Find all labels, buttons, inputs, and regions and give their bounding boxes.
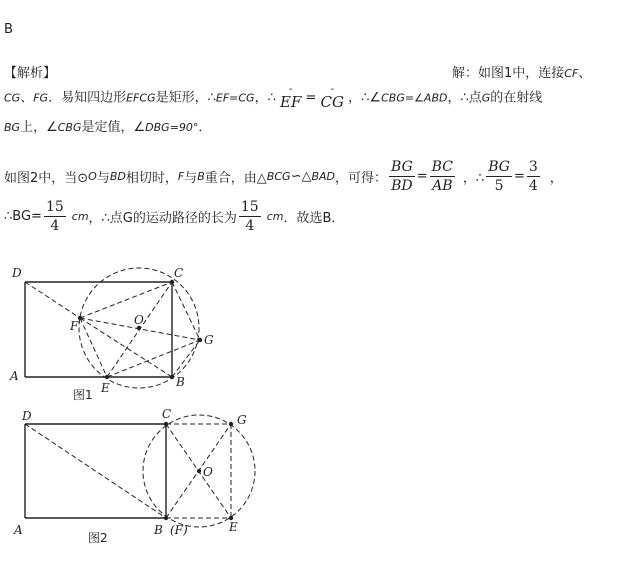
- label-c: C: [174, 266, 184, 280]
- seg-text: 与: [184, 171, 198, 186]
- numerator: BG: [391, 159, 413, 175]
- numerator: 3: [528, 159, 538, 175]
- point-c: [164, 422, 168, 426]
- seg-text: ，∴: [254, 90, 276, 106]
- point-c: [170, 280, 174, 284]
- unit-cm: cm: [71, 210, 89, 223]
- point-e: [105, 375, 109, 379]
- label-a: A: [14, 523, 23, 537]
- denominator: 4: [528, 178, 538, 194]
- analysis-line5: [4, 198, 344, 235]
- label-d: D: [22, 409, 32, 423]
- point-f: [78, 316, 82, 320]
- seg-text: ，可得：: [335, 171, 388, 186]
- point-g: [198, 338, 202, 342]
- label-g: G: [204, 333, 214, 347]
- analysis-line2: [4, 86, 542, 110]
- figure-2-caption: 图2: [88, 531, 108, 545]
- seg-sep: 、: [578, 66, 592, 81]
- label-e: E: [101, 381, 110, 395]
- seg-dbg: DBG=90°: [145, 121, 199, 134]
- vector-label: CG: [320, 93, 345, 111]
- vector-bar: -: [288, 84, 293, 95]
- analysis-tag: 【解析】: [4, 66, 57, 81]
- seg-f: F: [177, 170, 185, 183]
- fraction-15-4: [239, 198, 261, 235]
- label-c: C: [162, 407, 172, 421]
- vector-bar: -: [330, 84, 335, 95]
- label-o: O: [134, 313, 144, 327]
- point-g: [229, 422, 233, 426]
- point-o: [197, 469, 201, 473]
- seg-eq: =: [513, 169, 525, 184]
- answer-letter: B: [4, 22, 13, 37]
- seg-ef-cg: EF=CG: [215, 91, 255, 105]
- seg-text: 的在射线: [490, 90, 543, 106]
- seg-text: ．易知四边形: [48, 90, 127, 106]
- label-d: D: [12, 266, 22, 280]
- segment-db: [25, 424, 166, 518]
- vector-ef: [280, 86, 301, 110]
- point-b: [164, 516, 168, 520]
- label-a: A: [10, 369, 19, 383]
- seg-text: 与: [96, 171, 110, 186]
- seg-text: 相切时，: [125, 171, 178, 186]
- unit-cm: cm: [266, 210, 284, 223]
- point-b: [170, 375, 174, 379]
- seg-cf: CF: [564, 67, 579, 80]
- denominator: 4: [245, 218, 255, 234]
- denominator: AB: [432, 178, 453, 194]
- numerator: 15: [45, 199, 64, 215]
- seg-text: 是矩形，∴: [155, 90, 216, 106]
- segment-eg: [107, 340, 200, 377]
- seg-bcg: BCG: [266, 170, 291, 183]
- seg-cbg: CBG: [57, 121, 82, 134]
- vector-cg: [321, 86, 344, 110]
- fraction-bc-ab: [430, 158, 455, 195]
- seg-b: B: [197, 170, 205, 183]
- seg-g: G: [481, 91, 491, 105]
- seg-text: 重合，由△: [204, 171, 267, 186]
- denominator: 5: [494, 178, 504, 194]
- segment-df: [25, 282, 80, 318]
- fraction-bg-bd: [389, 158, 415, 195]
- seg-text: ．故选B．: [283, 211, 345, 226]
- analysis-intro: 解：如图1中，连接: [452, 66, 565, 81]
- analysis-line1: [452, 62, 591, 81]
- vector-label: EF: [280, 93, 302, 111]
- label-b: B: [176, 375, 185, 389]
- seg-eq: =: [305, 90, 317, 106]
- segment-bg: [172, 340, 200, 377]
- seg-fg: FG: [33, 91, 49, 105]
- seg-bd: BD: [109, 170, 126, 183]
- seg-angle: CBG=∠ABD: [381, 91, 448, 105]
- seg-therefore: ，∴: [462, 171, 485, 186]
- numerator: BG: [488, 159, 510, 175]
- denominator: BD: [391, 178, 413, 194]
- seg-comma: ，: [549, 171, 563, 186]
- denominator: 4: [50, 218, 60, 234]
- label-f: (F): [170, 523, 188, 537]
- seg-cg: CG: [4, 91, 21, 105]
- numerator: 15: [240, 199, 259, 215]
- seg-o: O: [88, 170, 97, 183]
- figure-1: [0, 262, 230, 402]
- seg-efcg: EFCG: [126, 91, 156, 105]
- segment-fc: [80, 282, 172, 318]
- seg-text: ，∴∠: [348, 90, 382, 106]
- seg-text: 如图2中，当⊙: [4, 171, 89, 186]
- figure-2: [0, 404, 270, 549]
- label-f: F: [70, 319, 79, 333]
- label-o: O: [203, 465, 213, 479]
- seg-sep: 、: [20, 90, 34, 106]
- seg-text: ．: [198, 120, 212, 135]
- label-e: E: [229, 520, 238, 534]
- seg-text: 是定值，∠: [81, 120, 146, 135]
- seg-bg-eq: ∴BG=: [4, 209, 42, 224]
- fraction-3-4: [527, 158, 540, 195]
- numerator: BC: [431, 159, 453, 175]
- figure-1-caption: 图1: [73, 388, 93, 402]
- analysis-line4: [4, 158, 563, 195]
- fraction-bg-5: [486, 158, 512, 195]
- seg-text: ，∴点G的运动路径的长为: [88, 211, 237, 226]
- seg-text: 上，∠: [20, 120, 58, 135]
- label-g: G: [237, 413, 247, 427]
- analysis-line3: [4, 116, 211, 135]
- seg-bg: BG: [4, 121, 21, 134]
- label-b: B: [154, 523, 163, 537]
- seg-eq: =: [416, 169, 428, 184]
- seg-bad: BAD: [311, 170, 335, 183]
- seg-text: ，∴点: [447, 90, 482, 106]
- fraction-15-4: [44, 198, 66, 235]
- seg-text: ∽△: [290, 169, 312, 184]
